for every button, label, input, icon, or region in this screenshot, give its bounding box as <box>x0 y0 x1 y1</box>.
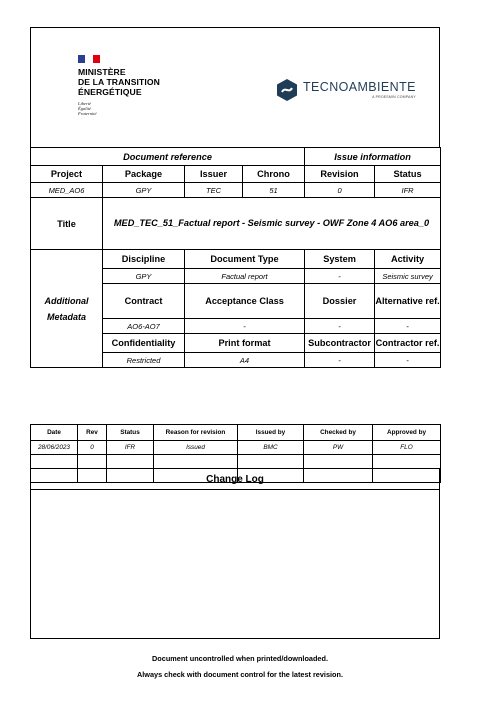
revision-column-header: Date <box>31 425 78 441</box>
project-value: MED_AO6 <box>31 183 103 198</box>
table-cell <box>304 455 373 469</box>
document-reference-table <box>30 147 441 368</box>
activity-value: Seismic survey <box>375 269 441 284</box>
ministry-motto <box>78 101 160 116</box>
motto-line: Égalité <box>78 106 91 111</box>
column-header: Package <box>103 166 185 183</box>
column-header: Issuer <box>185 166 243 183</box>
package-value: GPY <box>103 183 185 198</box>
metadata-header: Contract <box>103 284 185 319</box>
chrono-value: 51 <box>243 183 305 198</box>
confidentiality-value: Restricted <box>103 353 185 368</box>
title-label: Title <box>31 198 103 250</box>
header-box <box>30 27 440 148</box>
dossier-value: - <box>305 319 375 334</box>
document-reference-heading: Document reference <box>31 148 305 166</box>
table-cell: PW <box>304 441 373 455</box>
table-cell: 28/06/2023 <box>31 441 78 455</box>
column-header: Status <box>375 166 441 183</box>
motto-line: Liberté <box>78 101 91 106</box>
metadata-header: Contractor ref. <box>375 334 441 353</box>
alternative-ref-value: - <box>375 319 441 334</box>
change-log-title: Change Log <box>31 469 440 490</box>
table-cell: IFR <box>107 441 154 455</box>
table-cell <box>238 455 304 469</box>
contract-value: AO6-AO7 <box>103 319 185 334</box>
ministry-name <box>78 67 160 97</box>
company-logo <box>277 79 416 101</box>
issue-information-heading: Issue information <box>305 148 441 166</box>
revision-column-header: Reason for revision <box>154 425 238 441</box>
company-tagline: A PROESMIN COMPANY <box>372 95 416 99</box>
column-header: Revision <box>305 166 375 183</box>
document-type-value: Factual report <box>185 269 305 284</box>
table-row <box>31 441 441 455</box>
ministry-line: MINISTÈRE <box>78 67 126 77</box>
metadata-header: Print format <box>185 334 305 353</box>
revision-column-header: Approved by <box>373 425 441 441</box>
table-cell <box>373 455 441 469</box>
change-log-table <box>30 468 440 639</box>
footer-line-2: Always check with document control for the latest revision. <box>137 670 343 679</box>
company-name: TECNOAMBIENTE <box>303 80 416 94</box>
metadata-header: Alternative ref. <box>375 284 441 319</box>
metadata-header: Acceptance Class <box>185 284 305 319</box>
metadata-header: Confidentiality <box>103 334 185 353</box>
french-flag-icon <box>78 55 100 63</box>
subcontractor-value: - <box>305 353 375 368</box>
issuer-value: TEC <box>185 183 243 198</box>
revision-column-header: Rev <box>78 425 107 441</box>
table-cell: 0 <box>78 441 107 455</box>
footer-line-1: Document uncontrolled when printed/downloaded. <box>152 654 328 663</box>
column-header: Chrono <box>243 166 305 183</box>
metadata-header: Activity <box>375 250 441 269</box>
change-log-body <box>31 490 440 639</box>
document-title: MED_TEC_51_Factual report - Seismic survey - OWF Zone 4 AO6 area_0 <box>103 198 441 250</box>
table-cell: Issued <box>154 441 238 455</box>
metadata-header: Dossier <box>305 284 375 319</box>
hexagon-logo-icon <box>277 79 297 101</box>
discipline-value: GPY <box>103 269 185 284</box>
metadata-header: Document Type <box>185 250 305 269</box>
motto-line: Fraternité <box>78 111 97 116</box>
print-format-value: A4 <box>185 353 305 368</box>
contractor-ref-value: - <box>375 353 441 368</box>
metadata-header: Subcontractor <box>305 334 375 353</box>
table-cell <box>31 455 78 469</box>
revision-column-header: Status <box>107 425 154 441</box>
revision-column-header: Issued by <box>238 425 304 441</box>
ministry-logo <box>78 55 160 116</box>
column-header: Project <box>31 166 103 183</box>
table-cell: BMC <box>238 441 304 455</box>
revision-column-header: Checked by <box>304 425 373 441</box>
ministry-line: DE LA TRANSITION <box>78 77 160 87</box>
metadata-header: Discipline <box>103 250 185 269</box>
system-value: - <box>305 269 375 284</box>
acceptance-class-value: - <box>185 319 305 334</box>
table-cell <box>107 455 154 469</box>
ministry-line: ÉNERGÉTIQUE <box>78 87 142 97</box>
additional-metadata-label: Additional Metadata <box>31 250 103 368</box>
revision-value: 0 <box>305 183 375 198</box>
table-row <box>31 455 441 469</box>
metadata-header: System <box>305 250 375 269</box>
table-cell <box>78 455 107 469</box>
table-cell <box>154 455 238 469</box>
status-value: IFR <box>375 183 441 198</box>
table-cell: FLO <box>373 441 441 455</box>
